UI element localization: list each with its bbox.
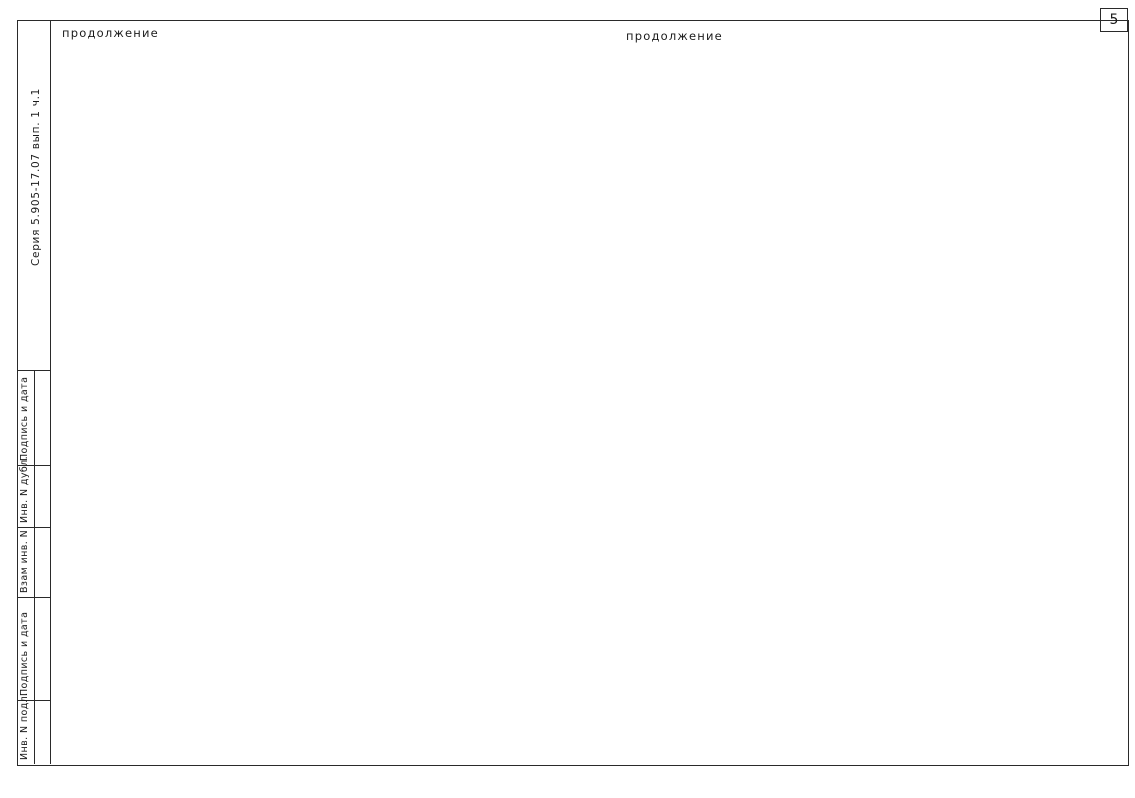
right-continuation-label: продолжение [626, 29, 723, 43]
side-stamp-divider [34, 370, 35, 764]
side-stamp-label: Взам инв. N [19, 529, 30, 593]
side-stamp-label: Подпись и дата [19, 376, 30, 461]
side-margin-line [50, 20, 51, 764]
side-stamp-label: Инв. N подл. [19, 692, 30, 760]
left-continuation-label: продолжение [62, 26, 159, 40]
side-stamp-label: Инв. N дубл. [19, 455, 30, 523]
side-stamp-label: Подпись и дата [19, 611, 30, 696]
side-stamp-row-line [17, 527, 50, 528]
sheet-number-box [1100, 8, 1128, 32]
side-stamp-row-line [17, 370, 50, 371]
sheet-number: 5 [1109, 12, 1119, 28]
side-stamp-row-line [17, 597, 50, 598]
drawing-frame [17, 20, 1129, 766]
series-label: Серия 5.905-17.07 вып. 1 ч.1 [30, 87, 42, 266]
